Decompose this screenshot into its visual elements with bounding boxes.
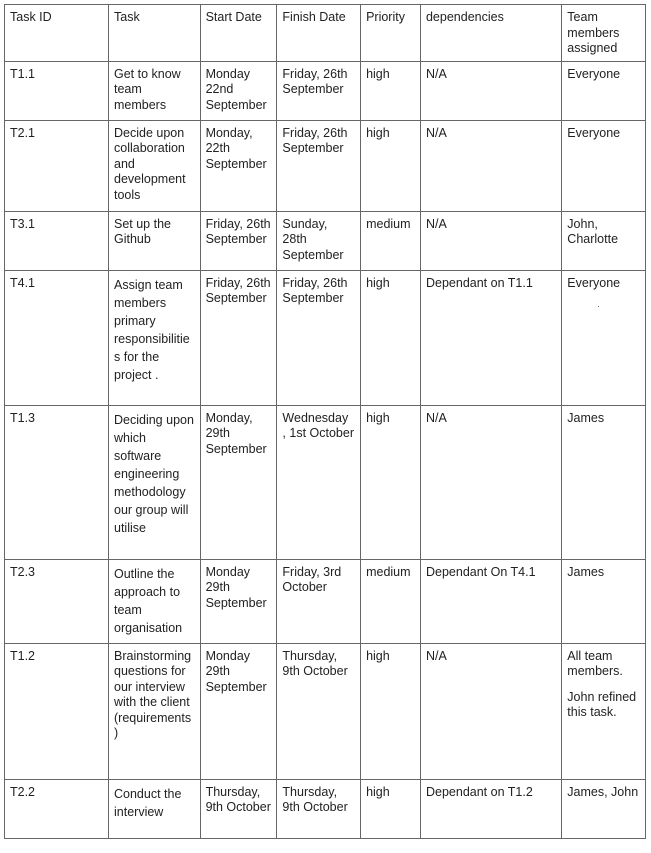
team-cell (562, 270, 646, 405)
task-cell: Deciding upon which software engineering methodology our group will utilise (109, 405, 201, 559)
priority-cell: high (361, 120, 421, 211)
finish-date-cell: Friday, 26th September (277, 270, 361, 405)
priority-cell: high (361, 61, 421, 120)
priority-cell: medium (361, 559, 421, 643)
dependencies-cell: N/A (420, 211, 561, 270)
table-row (5, 120, 646, 211)
table-row (5, 405, 646, 559)
team-cell: Everyone (562, 120, 646, 211)
task-cell: Brainstorming questions for our interview with the client (requirements) (109, 643, 201, 779)
finish-date-cell: Thursday, 9th October (277, 779, 361, 838)
start-date-cell: Monday 29th September (200, 559, 277, 643)
task-id-cell: T1.3 (5, 405, 109, 559)
team-text: Everyone (567, 275, 621, 290)
header-dependencies: dependencies (420, 5, 561, 62)
dependencies-cell: Dependant On T4.1 (420, 559, 561, 643)
team-cell: Everyone (562, 61, 646, 120)
header-task-id: Task ID (5, 5, 109, 62)
team-cell: John, Charlotte (562, 211, 646, 270)
task-cell: Outline the approach to team organisation (109, 559, 201, 643)
task-id-cell: T1.1 (5, 61, 109, 120)
priority-cell: high (361, 405, 421, 559)
header-priority: Priority (361, 5, 421, 62)
dependencies-cell: N/A (420, 643, 561, 779)
table-row (5, 61, 646, 120)
task-cell: Conduct the interview (109, 779, 201, 838)
header-finish-date: Finish Date (277, 5, 361, 62)
team-cell: James, John (562, 779, 646, 838)
table-row (5, 643, 646, 779)
team-cell: James (562, 559, 646, 643)
table-row (5, 270, 646, 405)
task-cell: Get to know team members (109, 61, 201, 120)
task-cell: Decide upon collaboration and development tools (109, 120, 201, 211)
dependencies-cell: N/A (420, 120, 561, 211)
finish-date-cell: Thursday, 9th October (277, 643, 361, 779)
finish-date-cell: Friday, 3rd October (277, 559, 361, 643)
task-id-cell: T2.2 (5, 779, 109, 838)
team-text: All team members. (567, 648, 623, 678)
task-table (4, 4, 646, 839)
start-date-cell: Monday 22nd September (200, 61, 277, 120)
dependencies-cell: Dependant on T1.2 (420, 779, 561, 838)
header-start-date: Start Date (200, 5, 277, 62)
start-date-cell: Thursday, 9th October (200, 779, 277, 838)
header-task: Task (109, 5, 201, 62)
start-date-cell: Friday, 26th September (200, 270, 277, 405)
finish-date-cell: Wednesday , 1st October (277, 405, 361, 559)
team-cell: James (562, 405, 646, 559)
finish-date-cell: Friday, 26th September (277, 61, 361, 120)
header-team-members: Team members assigned (562, 5, 646, 62)
task-id-cell: T1.2 (5, 643, 109, 779)
dependencies-cell: N/A (420, 61, 561, 120)
start-date-cell: Monday, 22th September (200, 120, 277, 211)
dependencies-cell: Dependant on T1.1 (420, 270, 561, 405)
team-note: John refined this task. (567, 689, 637, 719)
finish-date-cell: Sunday, 28th September (277, 211, 361, 270)
header-row (5, 5, 646, 62)
table-row (5, 779, 646, 838)
task-cell: Set up the Github (109, 211, 201, 270)
stray-dot: . (597, 300, 600, 309)
dependencies-cell: N/A (420, 405, 561, 559)
start-date-cell: Monday, 29th September (200, 405, 277, 559)
table-row (5, 559, 646, 643)
start-date-cell: Monday 29th September (200, 643, 277, 779)
table-row (5, 211, 646, 270)
task-id-cell: T3.1 (5, 211, 109, 270)
finish-date-cell: Friday, 26th September (277, 120, 361, 211)
task-id-cell: T4.1 (5, 270, 109, 405)
priority-cell: medium (361, 211, 421, 270)
team-cell (562, 643, 646, 779)
priority-cell: high (361, 643, 421, 779)
task-id-cell: T2.1 (5, 120, 109, 211)
priority-cell: high (361, 779, 421, 838)
task-id-cell: T2.3 (5, 559, 109, 643)
priority-cell: high (361, 270, 421, 405)
task-cell: Assign team members primary responsibilities for the project . (109, 270, 201, 405)
start-date-cell: Friday, 26th September (200, 211, 277, 270)
